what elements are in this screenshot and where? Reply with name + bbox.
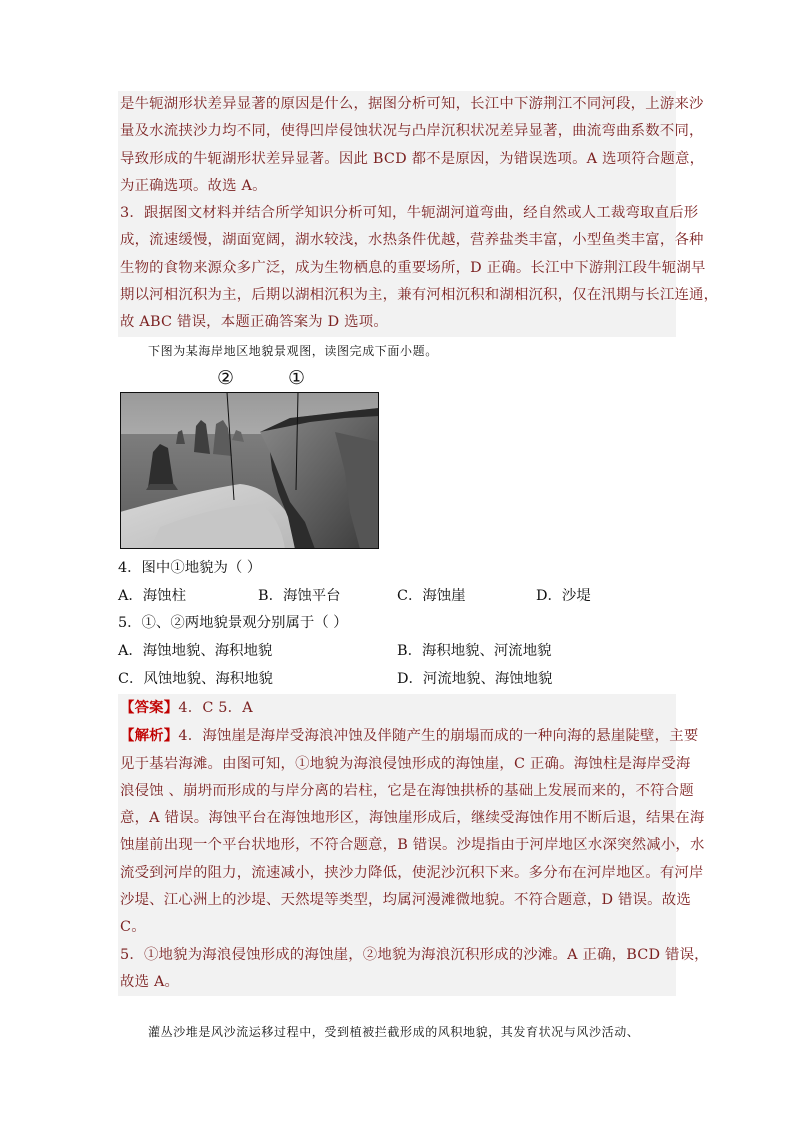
analysis-first-line bbox=[118, 722, 699, 750]
answer-tag: 【答案】 bbox=[120, 699, 179, 716]
text-line: 意，A 错误。海蚀平台在海蚀地形区，海蚀崖形成后，继续受海蚀作用不断后退，结果在海 bbox=[120, 810, 705, 827]
text-line: 期以河相沉积为主，后期以湖相沉积为主，兼有河相沉积和湖相沉积，仅在汛期与长江连通， bbox=[120, 287, 719, 304]
text-line: 量及水流挟沙力均不同，使得凹岸侵蚀状况与凸岸沉积状况差异显著，曲流弯曲系数不同， bbox=[120, 123, 704, 140]
text-line: 成，流速缓慢，湖面宽阔，湖水较浅，水热条件优越，营养盐类丰富，小型鱼类丰富，各种 bbox=[120, 232, 704, 249]
q5-option-b: B．海积地貌、河流地貌 bbox=[397, 643, 552, 659]
text-line: 流受到河岸的阻力，流速减小，挟沙力降低，使泥沙沉积下来。多分布在河岸地区。有河岸 bbox=[120, 864, 704, 881]
text-line: C。 bbox=[120, 919, 146, 936]
marker-2: ② bbox=[217, 367, 235, 389]
analysis-tag: 【解析】 bbox=[120, 727, 179, 745]
question-intro: 下图为某海岸地区地貌景观图，读图完成下面小题。 bbox=[148, 344, 438, 358]
answer-line bbox=[118, 694, 676, 722]
text-line: 浪侵蚀 、崩坍而形成的与岸分离的岩柱，它是在海蚀拱桥的基础上发展而来的，不符合题 bbox=[120, 782, 694, 799]
marker-1: ① bbox=[288, 367, 306, 389]
question-5-stem: 5．①、②两地貌景观分别属于（ ） bbox=[118, 615, 348, 631]
next-question-intro: 灌丛沙堆是风沙流运移过程中，受到植被拦截形成的风积地貌，其发育状况与风沙活动、 bbox=[148, 1025, 640, 1039]
text-line: 沙堤、江心洲上的沙堤、天然堤等类型，均属河漫滩微地貌。不符合题意，D 错误。故选 bbox=[120, 892, 691, 909]
answer-text: 4．C 5．A bbox=[178, 700, 253, 716]
question-4-stem: 4．图中①地貌为（ ） bbox=[118, 560, 262, 576]
text-line: 导致形成的牛轭湖形状差异显著。因此 BCD 都不是原因，为错误选项。A 选项符合题意， bbox=[120, 150, 705, 167]
text-line: 为正确选项。故选 A。 bbox=[120, 177, 267, 194]
analysis-text: 4．海蚀崖是海岸受海浪冲蚀及伴随产生的崩塌而成的一种向海的悬崖陡壁，主要 bbox=[178, 728, 699, 745]
text-line: 生物的食物来源众多广泛，成为生物栖息的重要场所，D 正确。长江中下游荆江段牛轭湖早 bbox=[120, 259, 706, 276]
text-line: 3．跟据图文材料并结合所学知识分析可知，牛轭湖河道弯曲，经自然或人工裁弯取直后形 bbox=[120, 205, 699, 222]
q5-option-a: A．海蚀地貌、海积地貌 bbox=[118, 643, 273, 659]
text-line: 5．①地貌为海浪侵蚀形成的海蚀崖，②地貌为海浪沉积形成的沙滩。A 正确，BCD 错误， bbox=[120, 946, 709, 963]
q4-option-d: D．沙堤 bbox=[536, 588, 591, 604]
text-line: 见于基岩海滩。由图可知，①地貌为海浪侵蚀形成的海蚀崖，C 正确。海蚀柱是海岸受海 bbox=[120, 755, 691, 772]
q5-option-d: D．河流地貌、海蚀地貌 bbox=[397, 671, 553, 687]
analysis-block-continued bbox=[118, 91, 719, 337]
answer-analysis-block bbox=[118, 694, 709, 996]
q5-option-c: C．风蚀地貌、海积地貌 bbox=[118, 671, 273, 687]
text-line: 是牛轭湖形状差异显著的原因是什么，据图分析可知，长江中下游荆江不同河段，上游来沙 bbox=[120, 96, 704, 112]
q4-option-c: C．海蚀崖 bbox=[397, 588, 466, 604]
text-line: 蚀崖前出现一个平台状地形，不符合题意，B 错误。沙堤指由于河岸地区水深突然减小，水 bbox=[120, 837, 705, 854]
text-line: 故选 A。 bbox=[120, 973, 180, 990]
q4-option-a: A．海蚀柱 bbox=[118, 588, 186, 604]
text-line: 故 ABC 错误，本题正确答案为 D 选项。 bbox=[120, 314, 388, 331]
coastal-landscape-photo bbox=[120, 392, 379, 549]
q4-option-b: B．海蚀平台 bbox=[258, 588, 341, 604]
